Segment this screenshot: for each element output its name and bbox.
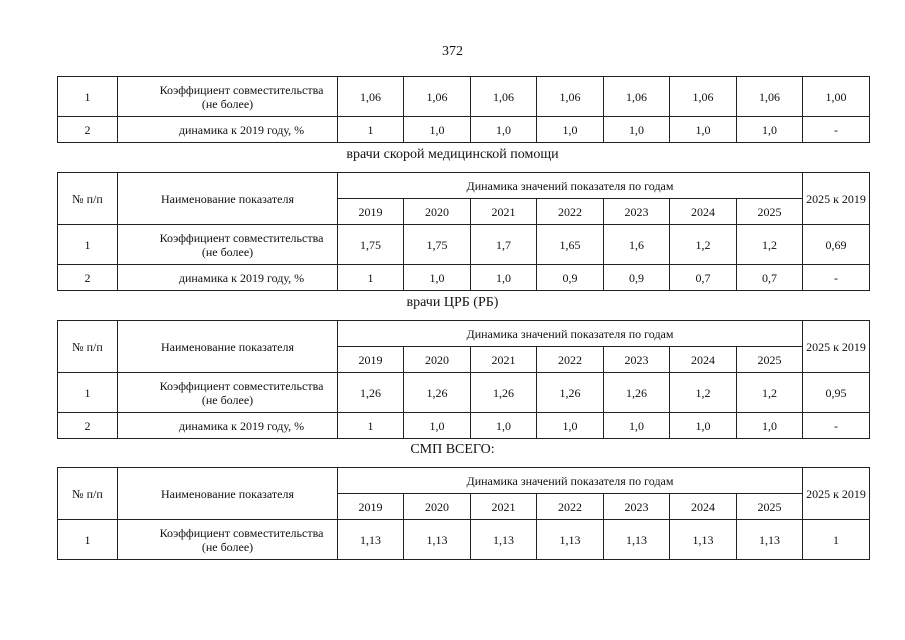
row-number: 2 [58, 265, 118, 291]
header-year: 2019 [338, 347, 404, 373]
header-year: 2021 [471, 199, 537, 225]
year-value: 1,2 [670, 225, 737, 265]
total-ratio: 1 [803, 520, 870, 560]
indicator-name [118, 117, 338, 143]
year-value: 1,0 [471, 265, 537, 291]
header-dynamics: Динамика значений показателя по годам [338, 321, 803, 347]
row-number: 1 [58, 225, 118, 265]
year-value: 1,06 [670, 77, 737, 117]
total-ratio: - [803, 117, 870, 143]
section-title-smp-total: СМП ВСЕГО: [410, 442, 495, 457]
row-number: 1 [58, 373, 118, 413]
header-year: 2021 [471, 494, 537, 520]
indicator-name [118, 413, 338, 439]
year-value: 1,65 [537, 225, 604, 265]
year-value: 1,0 [404, 265, 471, 291]
year-value: 1,0 [670, 117, 737, 143]
indicator-table-smp-total [57, 467, 870, 560]
year-value: 1,06 [537, 77, 604, 117]
year-value: 1,0 [537, 413, 604, 439]
header-year: 2023 [604, 494, 670, 520]
year-value: 1,13 [404, 520, 471, 560]
year-value: 1 [338, 413, 404, 439]
header-year: 2020 [404, 199, 471, 225]
header-year: 2022 [537, 494, 604, 520]
header-year: 2019 [338, 199, 404, 225]
total-ratio: - [803, 413, 870, 439]
header-year: 2025 [737, 494, 803, 520]
table-row [58, 373, 870, 413]
indicator-name-line2: (не более) [201, 539, 254, 554]
row-number: 2 [58, 413, 118, 439]
year-value: 0,9 [537, 265, 604, 291]
indicator-name-line1: Коэффициент совместительства [159, 525, 324, 540]
header-year: 2025 [737, 347, 803, 373]
indicator-name [118, 373, 338, 413]
year-value: 1,75 [404, 225, 471, 265]
year-value: 1,13 [670, 520, 737, 560]
table-row [58, 413, 870, 439]
year-value: 1,13 [471, 520, 537, 560]
page-number: 372 [442, 44, 463, 59]
header-year: 2022 [537, 347, 604, 373]
header-total: 2025 к 2019 [803, 468, 870, 520]
year-value: 1,06 [471, 77, 537, 117]
total-ratio: 0,95 [803, 373, 870, 413]
header-year: 2024 [670, 494, 737, 520]
indicator-name [118, 77, 338, 117]
header-name: Наименование показателя [118, 321, 338, 373]
header-year: 2022 [537, 199, 604, 225]
header-year: 2023 [604, 347, 670, 373]
header-name: Наименование показателя [118, 173, 338, 225]
indicator-name-line1: Коэффициент совместительства [159, 230, 324, 245]
year-value: 1,0 [737, 117, 803, 143]
year-value: 1,26 [537, 373, 604, 413]
year-value: 1,0 [604, 413, 670, 439]
indicator-name [118, 225, 338, 265]
row-number: 1 [58, 520, 118, 560]
year-value: 1,26 [604, 373, 670, 413]
year-value: 1,06 [338, 77, 404, 117]
year-value: 1,75 [338, 225, 404, 265]
indicator-name-line1: динамика к 2019 году, % [178, 418, 305, 433]
year-value: 1,2 [670, 373, 737, 413]
row-number: 1 [58, 77, 118, 117]
header-year: 2020 [404, 347, 471, 373]
indicator-name-line2: (не более) [201, 96, 254, 111]
year-value: 1,26 [404, 373, 471, 413]
header-dynamics: Динамика значений показателя по годам [338, 468, 803, 494]
row-number: 2 [58, 117, 118, 143]
header-year: 2024 [670, 347, 737, 373]
year-value: 1,0 [737, 413, 803, 439]
section-title-crb-doctors: врачи ЦРБ (РБ) [406, 295, 499, 310]
year-value: 1,0 [471, 117, 537, 143]
header-num: № п/п [58, 173, 118, 225]
header-year: 2024 [670, 199, 737, 225]
header-total: 2025 к 2019 [803, 173, 870, 225]
indicator-name [118, 265, 338, 291]
table-row [58, 77, 870, 117]
year-value: 1,06 [404, 77, 471, 117]
table-row [58, 520, 870, 560]
year-value: 1,06 [604, 77, 670, 117]
year-value: 1,2 [737, 373, 803, 413]
header-year: 2019 [338, 494, 404, 520]
table-row [58, 117, 870, 143]
table-row [58, 265, 870, 291]
year-value: 1,0 [404, 413, 471, 439]
header-year: 2023 [604, 199, 670, 225]
header-name: Наименование показателя [118, 468, 338, 520]
indicator-name [118, 520, 338, 560]
year-value: 0,7 [670, 265, 737, 291]
indicator-table-continued [57, 76, 870, 143]
year-value: 1,26 [471, 373, 537, 413]
year-value: 1,13 [737, 520, 803, 560]
indicator-table-ambulance-doctors [57, 172, 870, 291]
indicator-name-line1: Коэффициент совместительства [159, 378, 324, 393]
indicator-name-line2: (не более) [201, 392, 254, 407]
year-value: 1 [338, 117, 404, 143]
year-value: 1,13 [537, 520, 604, 560]
year-value: 1,26 [338, 373, 404, 413]
year-value: 1,13 [338, 520, 404, 560]
year-value: 1,06 [737, 77, 803, 117]
indicator-name-line1: динамика к 2019 году, % [178, 122, 305, 137]
indicator-name-line1: динамика к 2019 году, % [178, 270, 305, 285]
year-value: 1,0 [537, 117, 604, 143]
header-total: 2025 к 2019 [803, 321, 870, 373]
year-value: 1,0 [670, 413, 737, 439]
total-ratio: 1,00 [803, 77, 870, 117]
year-value: 0,7 [737, 265, 803, 291]
indicator-name-line1: Коэффициент совместительства [159, 82, 324, 97]
indicator-table-crb-doctors [57, 320, 870, 439]
year-value: 0,9 [604, 265, 670, 291]
header-num: № п/п [58, 468, 118, 520]
year-value: 1,0 [471, 413, 537, 439]
year-value: 1,13 [604, 520, 670, 560]
year-value: 1 [338, 265, 404, 291]
year-value: 1,7 [471, 225, 537, 265]
total-ratio: 0,69 [803, 225, 870, 265]
header-year: 2025 [737, 199, 803, 225]
year-value: 1,6 [604, 225, 670, 265]
header-dynamics: Динамика значений показателя по годам [338, 173, 803, 199]
indicator-name-line2: (не более) [201, 244, 254, 259]
year-value: 1,0 [404, 117, 471, 143]
table-row [58, 225, 870, 265]
header-year: 2021 [471, 347, 537, 373]
total-ratio: - [803, 265, 870, 291]
header-num: № п/п [58, 321, 118, 373]
section-title-ambulance-doctors: врачи скорой медицинской помощи [346, 147, 559, 162]
year-value: 1,2 [737, 225, 803, 265]
year-value: 1,0 [604, 117, 670, 143]
header-year: 2020 [404, 494, 471, 520]
